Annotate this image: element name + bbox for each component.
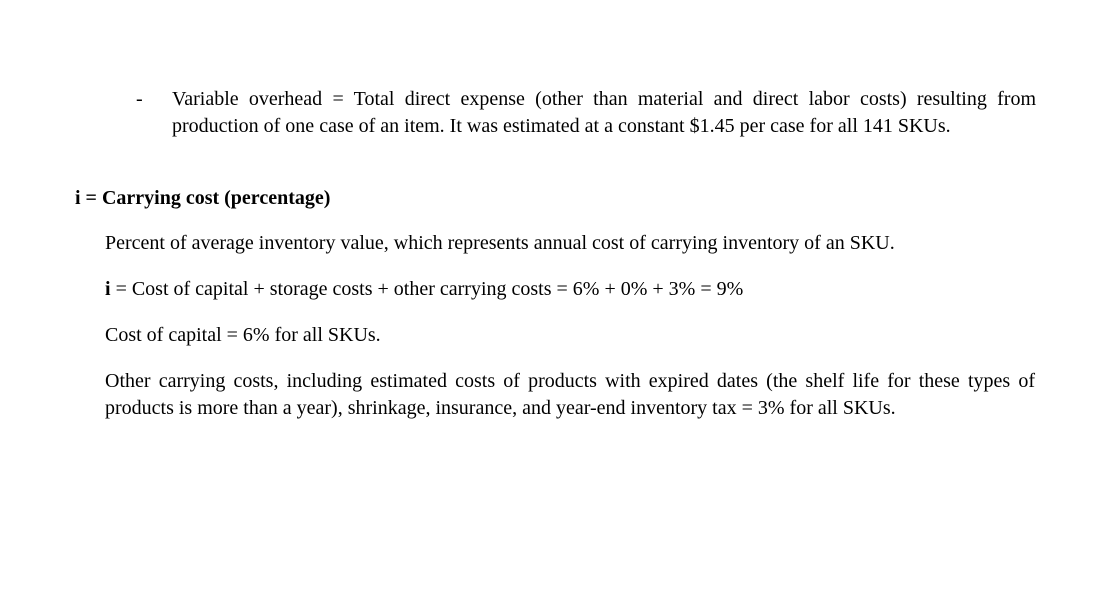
other-carrying-costs-paragraph: Other carrying costs, including estimated costs of products with expired dates (the shelf life for these types of products is more than a year), shrinkage, insurance, and year-end inventory tax = 3% for all SKUs. — [105, 370, 1035, 419]
carrying-cost-formula — [105, 276, 1035, 303]
carrying-cost-definition: Percent of average inventory value, which represents annual cost of carrying inventory of an SKU. — [105, 232, 895, 254]
formula-expression: = Cost of capital + storage costs + other carrying costs = 6% + 0% + 3% = 9% — [110, 278, 744, 300]
variable-overhead-text: Variable overhead = Total direct expense (other than material and direct labor costs) resulting from production of one case of an item. It was estimated at a constant $1.45 per case for all 141 SKUs. — [172, 88, 1036, 137]
bullet-marker: - — [136, 88, 143, 110]
formula-variable: i — [105, 278, 111, 300]
cost-of-capital-paragraph: Cost of capital = 6% for all SKUs. — [105, 324, 381, 346]
carrying-cost-heading: i = Carrying cost (percentage) — [75, 187, 331, 209]
